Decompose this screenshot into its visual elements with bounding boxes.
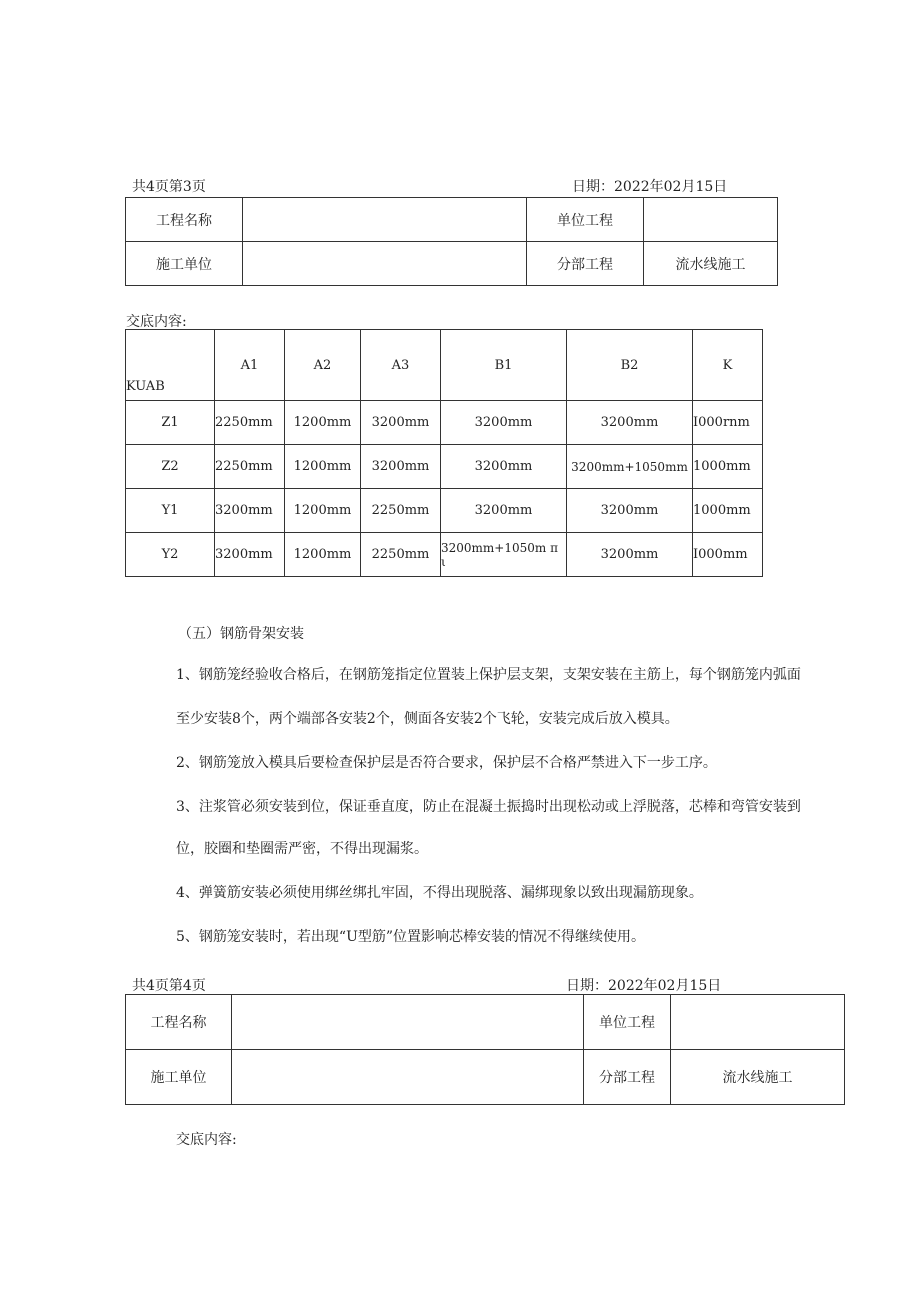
construction-unit-value [232, 1050, 584, 1105]
briefing-label: 交底内容: [126, 314, 187, 330]
paragraph: 1、钢筋笼经验收合格后，在钢筋笼指定位置装上保护层支架，支架安装在主筋上，每个钢筋笼内弧面 [176, 667, 801, 683]
briefing-label: 交底内容: [176, 1132, 237, 1148]
table-corner-label: KUAB [126, 330, 215, 401]
project-name-value [243, 198, 527, 242]
paragraph: 位，胶圈和垫圈需严密，不得出现漏浆。 [176, 841, 428, 857]
project-name-value [232, 995, 584, 1050]
table-row [126, 445, 763, 489]
project-name-label: 工程名称 [126, 198, 243, 242]
construction-unit-label: 施工单位 [126, 242, 243, 286]
table-cell: 3200mm [567, 489, 693, 533]
unit-project-value [644, 198, 778, 242]
col-header: A1 [215, 330, 285, 401]
col-header: B2 [567, 330, 693, 401]
paragraph: 至少安装8个，两个端部各安装2个，侧面各安装2个飞轮，安装完成后放入模具。 [176, 711, 679, 727]
construction-unit-value [243, 242, 527, 286]
table-cell: I000mm [693, 533, 763, 577]
project-info-table [125, 994, 845, 1105]
sub-project-label: 分部工程 [584, 1050, 671, 1105]
col-header: K [693, 330, 763, 401]
table-cell: 3200mm [567, 533, 693, 577]
page-count-label: 共4页第4页 [132, 978, 206, 994]
table-cell: 1200mm [285, 445, 361, 489]
table-cell: 3200mm [215, 489, 285, 533]
table-cell: 2250mm [361, 533, 441, 577]
paragraph: 3、注浆管必须安装到位，保证垂直度，防止在混凝土振捣时出现松动或上浮脱落，芯棒和弯管安装到 [176, 799, 801, 815]
table-row [126, 401, 763, 445]
table-cell: 3200mm [361, 401, 441, 445]
table-cell: 1000mm [693, 489, 763, 533]
sub-project-value: 流水线施工 [671, 1050, 845, 1105]
project-info-table [125, 197, 778, 286]
page-count-label: 共4页第3页 [132, 179, 206, 195]
table-cell: 2250mm [215, 401, 285, 445]
table-row [126, 533, 763, 577]
row-label: Z1 [126, 401, 215, 445]
table-cell: I000rnm [693, 401, 763, 445]
table-cell: 3200mm+1050m π ι [441, 533, 567, 577]
table-cell: 2250mm [361, 489, 441, 533]
date-label: 日期：2022年02月15日 [572, 179, 728, 195]
row-label: Z2 [126, 445, 215, 489]
row-label: Y2 [126, 533, 215, 577]
section-title: （五）钢筋骨架安装 [178, 626, 304, 642]
paragraph: 4、弹簧筋安装必须使用绑丝绑扎牢固，不得出现脱落、漏绑现象以致出现漏筋现象。 [176, 885, 703, 901]
table-cell: 3200mm [441, 401, 567, 445]
table-cell: 3200mm+1050mm [567, 445, 693, 489]
table-cell: 2250mm [215, 445, 285, 489]
table-row [126, 489, 763, 533]
dimension-table [125, 329, 763, 577]
unit-project-value [671, 995, 845, 1050]
project-name-label: 工程名称 [126, 995, 232, 1050]
table-cell: 1200mm [285, 401, 361, 445]
col-header: A2 [285, 330, 361, 401]
date-label: 日期：2022年02月15日 [566, 978, 722, 994]
sub-project-value: 流水线施工 [644, 242, 778, 286]
table-cell: 3200mm [441, 489, 567, 533]
table-cell: 1200mm [285, 533, 361, 577]
col-header: A3 [361, 330, 441, 401]
sub-project-label: 分部工程 [527, 242, 644, 286]
table-cell: 3200mm [441, 445, 567, 489]
paragraph: 5、钢筋笼安装时，若出现“U型筋”位置影响芯棒安装的情况不得继续使用。 [176, 929, 646, 945]
paragraph: 2、钢筋笼放入模具后要检查保护层是否符合要求，保护层不合格严禁进入下一步工序。 [176, 755, 717, 771]
col-header: B1 [441, 330, 567, 401]
table-cell: 3200mm [215, 533, 285, 577]
table-cell: 3200mm [567, 401, 693, 445]
unit-project-label: 单位工程 [584, 995, 671, 1050]
table-cell: 3200mm [361, 445, 441, 489]
construction-unit-label: 施工单位 [126, 1050, 232, 1105]
table-cell: 1200mm [285, 489, 361, 533]
table-cell: 1000mm [693, 445, 763, 489]
unit-project-label: 单位工程 [527, 198, 644, 242]
row-label: Y1 [126, 489, 215, 533]
